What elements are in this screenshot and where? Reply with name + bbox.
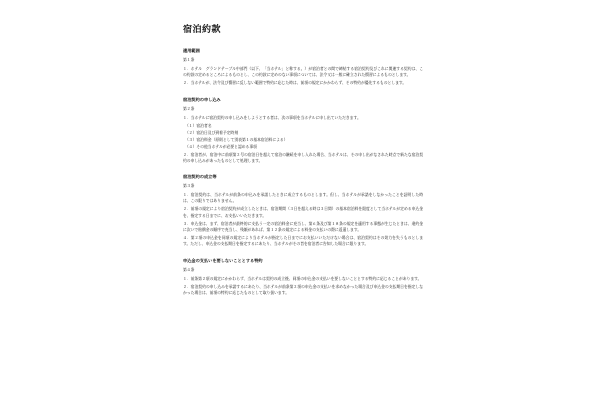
article-heading: 適用範囲 <box>183 48 200 53</box>
list-item: （４）その他当ホテルが必要と認める事項 <box>185 144 257 150</box>
article-number: 第３条 <box>183 183 195 189</box>
article-3 <box>183 174 423 248</box>
article-paragraph: ２．当ホテルが、法令及び慣習に反しない範囲で特約に応じた時は、前項の規定にかかわらず、その特約が優先するものとします。 <box>183 80 407 86</box>
article-number: 第１条 <box>183 57 195 62</box>
article-4 <box>183 258 423 297</box>
article-paragraph: ２．宿泊契約の申し込みを承諾するにあたり、当ホテルが前条第２項の申込金の支払いを求めなかった場合及び申込金の支払期日を指定しなかった場合は、前項の特約に応じたものとして取り扱います。 <box>183 283 423 296</box>
article-paragraph: １．宿泊契約は、当ホテルが前条の申込みを承諾したときに成立するものとします。但し、当ホテルが承諾をしなかったことを証明した時は、この限りではありません。 <box>183 192 423 204</box>
article-number: 第４条 <box>183 266 195 272</box>
article-paragraph: ２．宿泊者が、宿泊中に前項第２号の宿泊日を超えて宿泊の継続を申し入れた場合、当ホテルは、その申し出がなされた時点で新たな宿泊契約の申し込みがあったものとして処理します。 <box>183 151 423 163</box>
article-paragraph: ３．申込金は、まず、宿泊者が最終的に支払う一定の宿泊料金に充当し、第６条及び第１８条の規定を適用する事態が生じたときは、違約金に次いで賠償金の順序で充当し、残額があれば、第１２条の規定による料金の支払いの際に返還します。 <box>183 220 423 233</box>
list-item: （１）宿泊者名 <box>185 122 212 128</box>
article-heading: 申込金の支払いを要しないこととする特約 <box>183 257 263 263</box>
article-1 <box>183 48 423 87</box>
document-page <box>183 22 423 306</box>
article-paragraph: ４．第２項の申込金を同項の規定により当ホテルが指定した日までにお支払いいただけない場合は、宿泊契約はその効力を失うものとします。ただし、申込金の支払期日を指定するにあたり、当ホテルがその旨を宿泊者に告知した場合に限ります。 <box>183 235 423 247</box>
article-paragraph: １．ホテル グランドテーブル中部門（以下、「当ホテル」と称する。）が宿泊者との間で締結する宿泊契約及びこれに関連する契約は、この約款の定めるところによるものとし、この約款に定めのない事項については、法令又は一般に確立された慣習によるものとします。 <box>183 66 423 78</box>
document-title: 宿泊約款 <box>183 25 222 35</box>
article-number: 第２条 <box>183 105 195 111</box>
article-paragraph: １．当ホテルに宿泊契約の申し込みをしようとする者は、次の事項を当ホテルに申し出ていただきます。 <box>183 114 361 120</box>
article-paragraph: ２．前項の規定により宿泊契約が成立したときは、宿泊期間（３日を超える時は３日間）の基本宿泊料を限度として当ホテルが定める申込金を、指定する日までに、お支払いいただきます。 <box>183 206 423 218</box>
article-heading: 宿泊契約の申し込み <box>183 96 221 102</box>
article-paragraph: １．前条第２項の規定にかかわらず、当ホテルは契約の成立後、同項の申込金の支払いを要しないこととする特約に応じることがあります。 <box>183 275 422 281</box>
article-heading: 宿泊契約の成立等 <box>183 174 217 180</box>
list-item: （３）宿泊料金（原則として別表第１の基本宿泊料による） <box>185 137 288 143</box>
article-2 <box>183 97 423 164</box>
list-item: （２）宿泊日及び到着予定時刻 <box>185 130 239 136</box>
